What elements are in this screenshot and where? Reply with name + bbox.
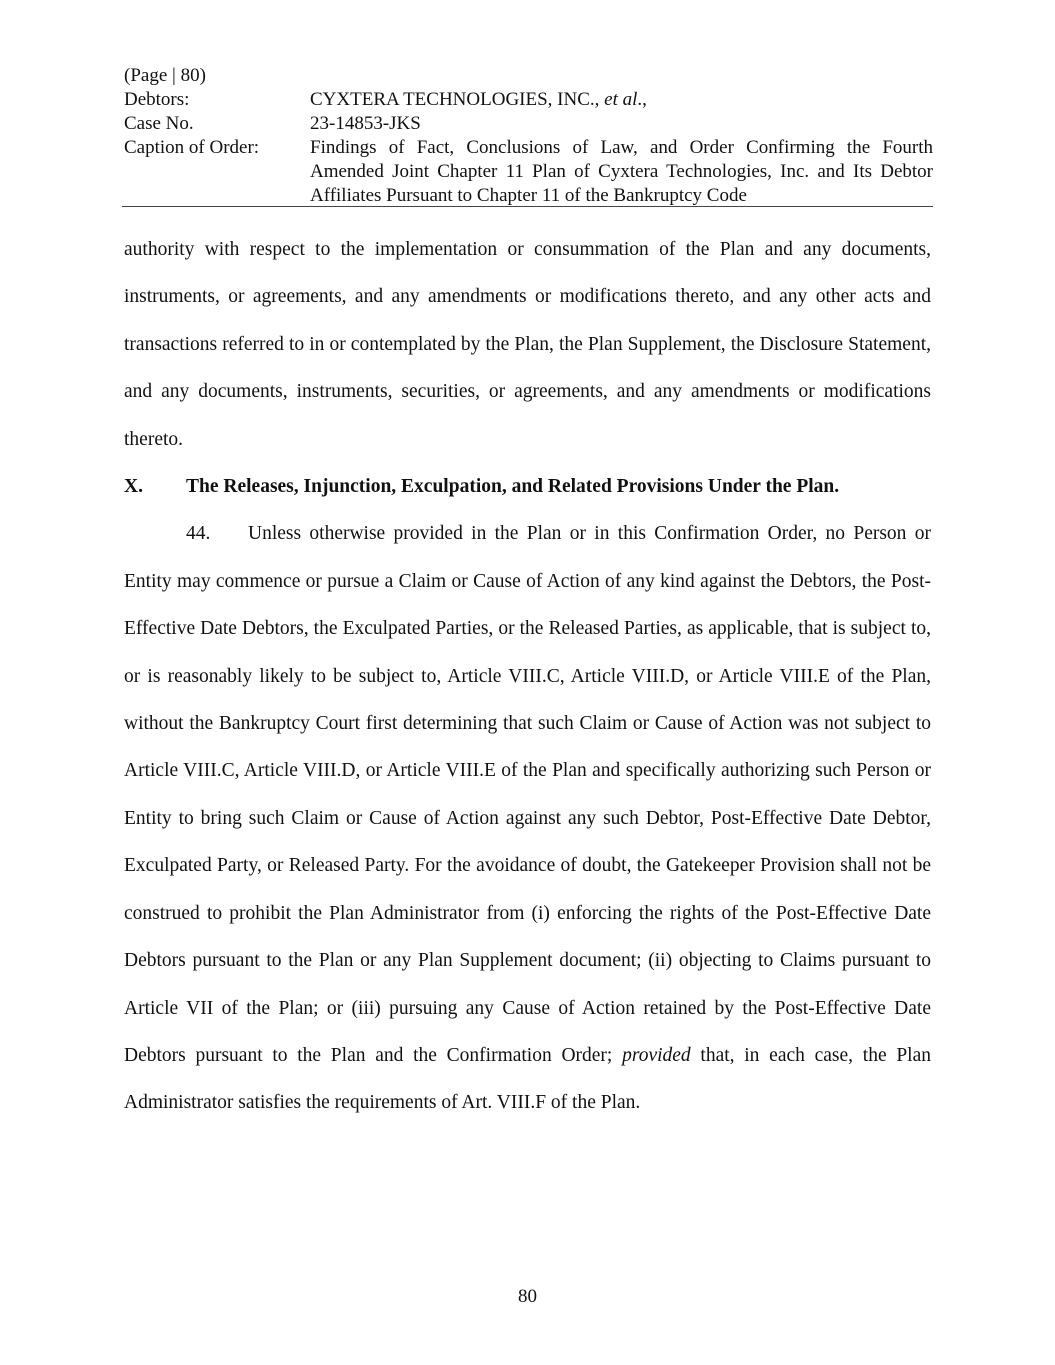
paragraph-text-1: Unless otherwise provided in the Plan or in this Confirmation Order, no Person or Entity may commence or pursue a Claim or Cause of Action of any kind against the Debtors, the Post-Effective Date Debtors, the Exculpated Parties, or the Released Parties, as applicable, that is subject to, or is reasonably likely to be subject to, Article VIII.C, Article VIII.D, or Article VIII.E of the Plan, without the Bankruptcy Court first determining that such Claim or Cause of Action was not subject to Article VIII.C, Article VIII.D, or Article VIII.E of the Plan and specifically authorizing such Person or Entity to bring such Claim or Cause of Action against any such Debtor, Post-Effective Date Debtor, Exculpated Party, or Released Party. For the avoidance of doubt, the Gatekeeper Provision shall not be construed to prohibit the Plan Administrator from (i) enforcing the rights of the Post-Effective Date Debtors pursuant to the Plan or any Plan Supplement document; (ii) objecting to Claims pursuant to Article VII of the Plan; or (iii) pursuing any Cause of Action retained by the Post-Effective Date Debtors pursuant to the Plan and the Confirmation Order;	[124, 523, 931, 1066]
continuation-paragraph: authority with respect to the implementation or consummation of the Plan and any documents, instruments, or agreements, and any amendments or modifications thereto, and any other acts and transactions referred to in or contemplated by the Plan, the Plan Supplement, the Disclosure Statement, and any documents, instruments, securities, or agreements, and any amendments or modifications thereto.	[124, 239, 931, 450]
case-label: Case No.	[124, 113, 194, 134]
section-heading	[124, 463, 931, 510]
section-title: The Releases, Injunction, Exculpation, and Related Provisions Under the Plan.	[186, 476, 840, 498]
section-number: X.	[124, 476, 143, 498]
debtors-name: CYXTERA TECHNOLOGIES, INC.,	[310, 89, 600, 110]
page-header	[124, 64, 933, 208]
case-number: 23-14853-JKS	[310, 113, 421, 134]
page-number: 80	[518, 1286, 537, 1307]
document-body	[124, 226, 931, 1127]
page-reference: (Page | 80)	[124, 65, 206, 86]
header-divider	[122, 206, 933, 207]
case-row	[124, 112, 933, 136]
paragraph-number: 44.	[186, 523, 211, 545]
debtors-value	[310, 88, 933, 112]
debtors-etal: et al	[604, 89, 638, 110]
caption-value: Findings of Fact, Conclusions of Law, and Order Confirming the Fourth Amended Joint Chapter 11 Plan of Cyxtera Technologies, Inc. and Its Debtor Affiliates Pursuant to Chapter 11 of the Bankruptcy Code	[310, 137, 933, 206]
debtors-trail: .,	[637, 89, 647, 110]
debtors-row	[124, 88, 933, 112]
caption-label: Caption of Order:	[124, 137, 260, 158]
debtors-label: Debtors:	[124, 89, 190, 110]
paragraph-44	[124, 510, 931, 1126]
paragraph-text-2: that, in each case, the Plan Administrator satisfies the requirements of Art. VIII.F of the Plan.	[124, 1044, 932, 1114]
caption-row	[124, 136, 933, 208]
paragraph-italic-provided: provided	[622, 1044, 691, 1066]
